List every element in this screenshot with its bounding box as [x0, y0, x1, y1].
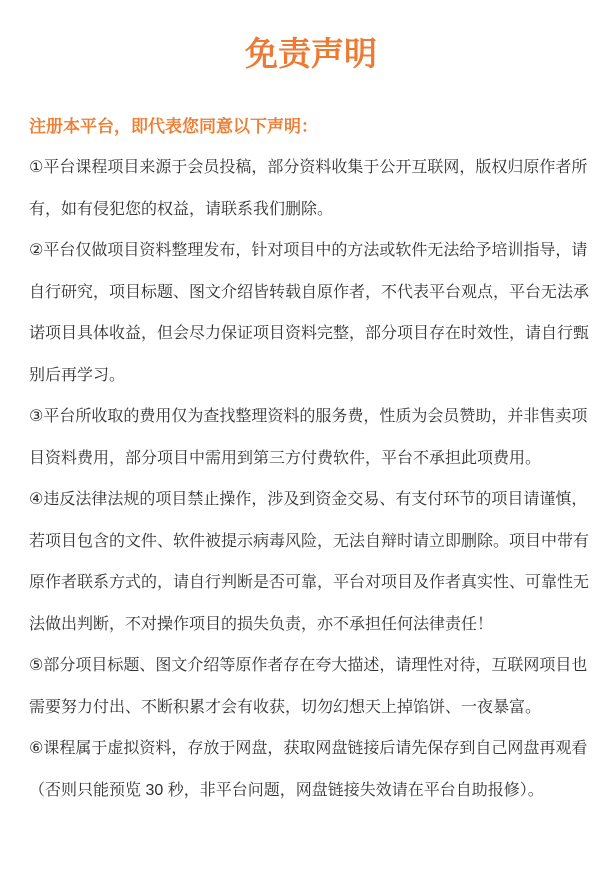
- disclaimer-paragraph-1: ①平台课程项目来源于会员投稿，部分资料收集于公开互联网，版权归原作者所有，如有侵犯您的权益，请联系我们删除。: [29, 159, 588, 218]
- disclaimer-paragraph-3: ③平台所收取的费用仅为查找整理资料的服务费，性质为会员赞助，并非售卖项目资料费用，部分项目中需用到第三方付费软件，平台不承担此项费用。: [29, 408, 588, 467]
- disclaimer-paragraph-5: ⑤部分项目标题、图文介绍等原作者存在夸大描述，请理性对待，互联网项目也需要努力付出、不断积累才会有收获，切勿幻想天上掉馅饼、一夜暴富。: [29, 657, 588, 716]
- disclaimer-paragraph-4: ④违反法律法规的项目禁止操作，涉及到资金交易、有支付环节的项目请谨慎，若项目包含的文件、软件被提示病毒风险，无法自辩时请立即删除。项目中带有原作者联系方式的，请自行判断是否可靠，平台对项目及作者真实性、可靠性无法做出判断，不对操作项目的损失负责，亦不承担任何法律责任！: [29, 491, 590, 633]
- disclaimer-document: [29, 34, 593, 811]
- disclaimer-paragraph-6: ⑥课程属于虚拟资料，存放于网盘，获取网盘链接后请先保存到自己网盘再观看（否则只能预览 30 秒，非平台问题，网盘链接失效请在平台自助报修）。: [29, 740, 588, 799]
- disclaimer-paragraph-2: ②平台仅做项目资料整理发布，针对项目中的方法或软件无法给予培训指导，请自行研究，项目标题、图文介绍皆转载自原作者，不代表平台观点，平台无法承诺项目具体收益，但会尽力保证项目资料完整，部分项目存在时效性，请自行甄别后再学习。: [29, 242, 590, 384]
- lead-statement: 注册本平台，即代表您同意以下声明：: [29, 116, 318, 136]
- page-title: 免责声明: [245, 35, 377, 72]
